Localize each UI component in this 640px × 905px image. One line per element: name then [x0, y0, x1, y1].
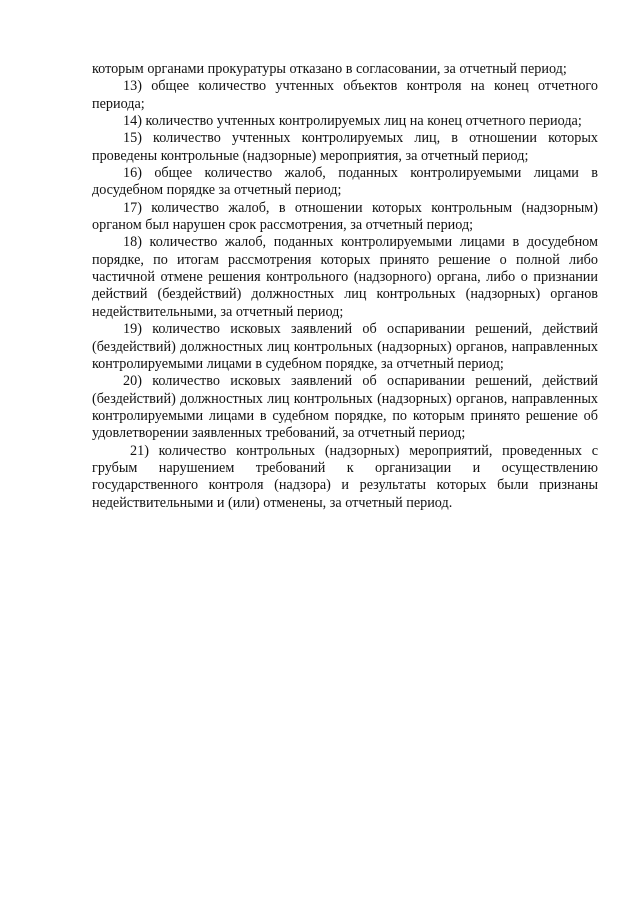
paragraph-item-15: 15) количество учтенных контролируемых лиц, в отношении которых проведены контрольные (надзорные) мероприятия, за отчетный период; [92, 130, 598, 164]
paragraph-item-20: 20) количество исковых заявлений об оспаривании решений, действий (бездействий) должностных лиц контрольных (надзорных) органов, направленных контролируемыми лицами в судебном порядке, по которым принято решение об удовлетворении заявленных требований, за отчетный период; [92, 373, 598, 442]
paragraph-item-17: 17) количество жалоб, в отношении которых контрольным (надзорным) органом был нарушен срок рассмотрения, за отчетный период; [92, 199, 598, 234]
paragraph-item-18: 18) количество жалоб, поданных контролируемыми лицами в досудебном порядке, по итогам рассмотрения которых принято решение о полной либо частичной отмене решения контрольного (надзорного) органа, либо о признании действий (бездействий) должностных лиц контрольных (надзорных) органов недействительными, за отчетный период; [92, 234, 598, 320]
document-body [92, 61, 598, 512]
paragraph-item-14: 14) количество учтенных контролируемых лиц на конец отчетного периода; [123, 113, 582, 130]
paragraph-item-16: 16) общее количество жалоб, поданных контролируемыми лицами в досудебном порядке за отчетный период; [92, 165, 598, 199]
paragraph-item-19: 19) количество исковых заявлений об оспаривании решений, действий (бездействий) должностных лиц контрольных (надзорных) органов, направленных контролируемыми лицами в судебном порядке, за отчетный период; [92, 321, 598, 372]
paragraph-continuation: которым органами прокуратуры отказано в согласовании, за отчетный период; [92, 61, 567, 77]
paragraph-item-21: 21) количество контрольных (надзорных) мероприятий, проведенных с грубым нарушением требований к организации и осуществлению государственного контроля (надзора) и результаты которых были признаны недействительными и (или) отменены, за отчетный период. [92, 442, 598, 511]
paragraph-item-13: 13) общее количество учтенных объектов контроля на конец отчетного периода; [92, 78, 598, 112]
